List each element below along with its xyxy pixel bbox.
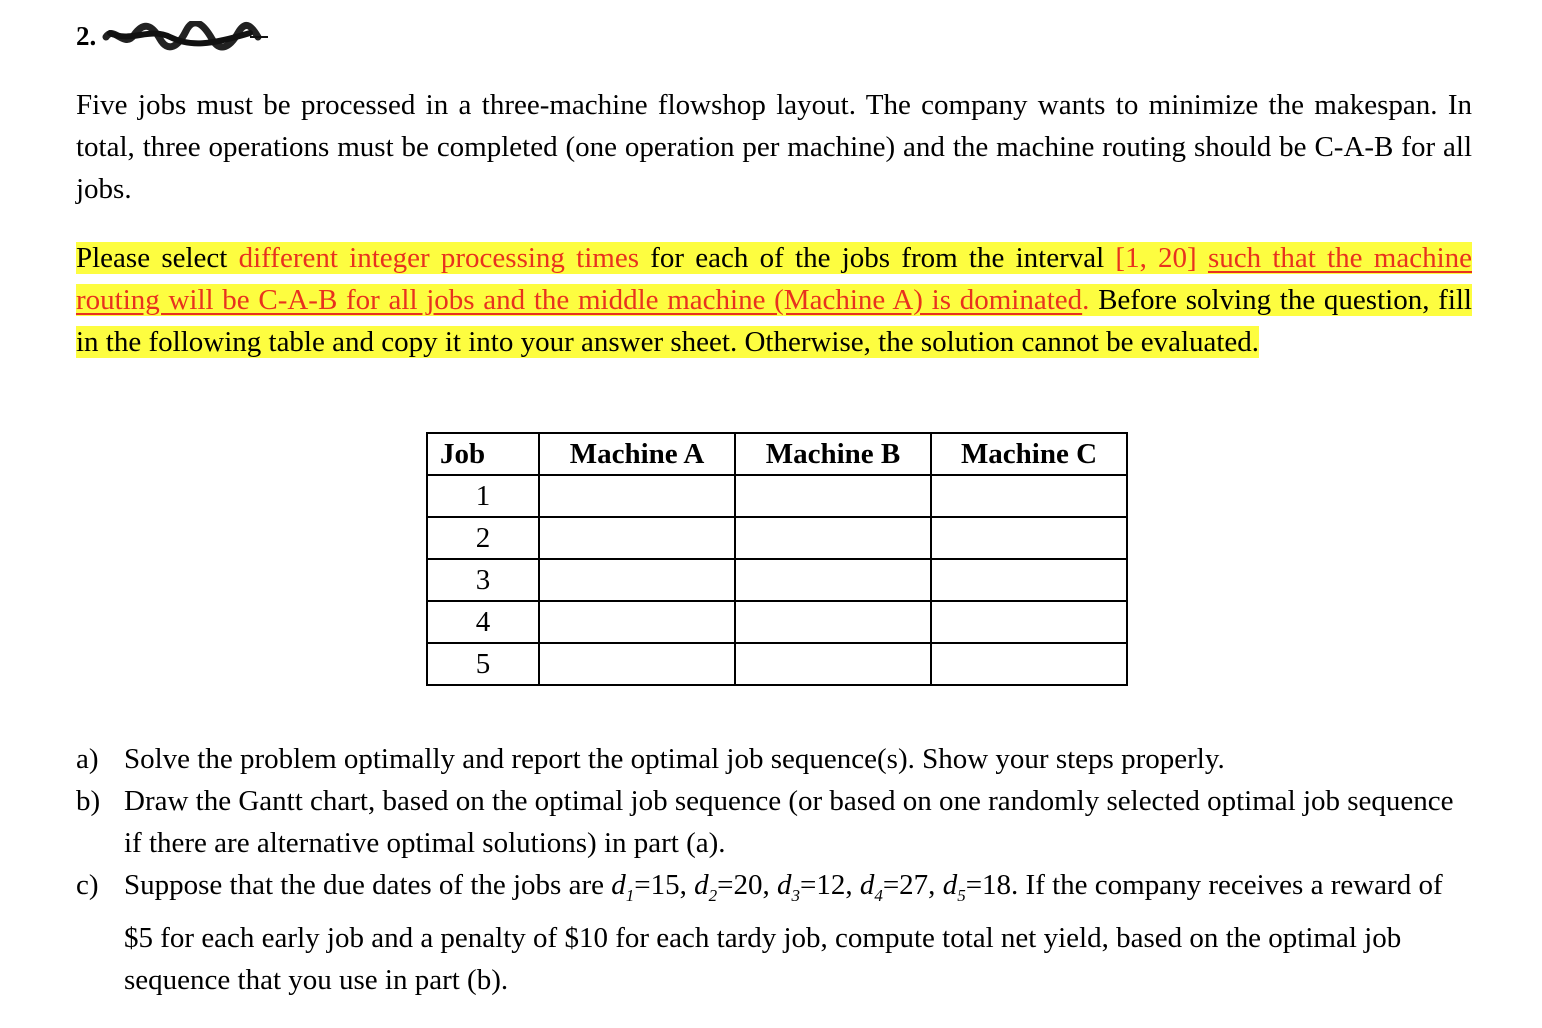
question-number (76, 20, 270, 52)
machine-c-cell[interactable] (931, 475, 1127, 517)
due-date-symbol: d (694, 869, 709, 901)
job-cell: 3 (427, 559, 539, 601)
job-cell: 5 (427, 643, 539, 685)
due-date-subscript: 3 (791, 885, 800, 905)
due-date-subscript: 4 (874, 885, 883, 905)
header-job: Job (427, 433, 539, 475)
table-row (427, 601, 1127, 643)
due-date-symbol: d (942, 869, 958, 901)
instr-text-2: for each of the jobs from the interval (639, 242, 1116, 274)
due-date-subscript: 2 (708, 885, 718, 905)
due-date-symbol: d (611, 869, 626, 901)
processing-times-table (426, 432, 1128, 686)
instr-text-1: Please select (76, 242, 239, 274)
machine-c-cell[interactable] (931, 517, 1127, 559)
part-c-rest: . If the company receives a reward of $5 for each early job and a penalty of $10 for each tardy job, compute total net yield, based on the optimal job sequence that you use in part (b). (124, 869, 1443, 996)
part-c-text (124, 864, 1476, 1001)
question-parts-list (76, 738, 1476, 1001)
due-date-value: =12, (799, 869, 860, 901)
problem-statement: Five jobs must be processed in a three-machine flowshop layout. The company wants to minimize the makespan. In total, three operations must be completed (one operation per machine) and the machine routing should be C-A-B for all jobs. (76, 89, 1472, 205)
part-c-intro: Suppose that the due dates of the jobs are (124, 869, 612, 901)
part-a-label: a) (76, 743, 99, 775)
due-date-subscript: 1 (625, 885, 635, 905)
part-c-label: c) (76, 869, 99, 901)
due-date-value: =18 (965, 869, 1012, 901)
machine-a-cell[interactable] (539, 559, 735, 601)
due-date-value: =27, (882, 869, 943, 901)
header-machine-a: Machine A (539, 433, 735, 475)
instr-interval: [1, 20] (1115, 242, 1197, 274)
instr-red-text-1: different integer processing times (238, 242, 639, 274)
part-b-label: b) (76, 785, 101, 817)
part-c (76, 864, 1476, 1001)
table-header-row (427, 433, 1127, 475)
machine-c-cell[interactable] (931, 559, 1127, 601)
job-cell: 1 (427, 475, 539, 517)
machine-c-cell[interactable] (931, 601, 1127, 643)
machine-b-cell[interactable] (735, 517, 931, 559)
machine-a-cell[interactable] (539, 643, 735, 685)
machine-a-cell[interactable] (539, 475, 735, 517)
question-number-text: 2. (76, 21, 97, 51)
part-b (76, 780, 1476, 864)
instr-text-3: Before solving the question, fill in the following table and copy it into your answer sheet. Otherwise, the solution cannot be evaluated. (76, 284, 1472, 358)
instr-space (1197, 242, 1208, 274)
header-machine-b: Machine B (735, 433, 931, 475)
job-cell: 4 (427, 601, 539, 643)
part-a (76, 738, 1476, 780)
due-date-symbol: d (776, 869, 792, 901)
due-date-value: =15, (634, 869, 695, 901)
machine-a-cell[interactable] (539, 517, 735, 559)
table-row (427, 559, 1127, 601)
scribbled-out-text-icon (100, 21, 270, 51)
machine-b-cell[interactable] (735, 559, 931, 601)
machine-b-cell[interactable] (735, 475, 931, 517)
part-b-text: Draw the Gantt chart, based on the optimal job sequence (or based on one randomly selected optimal job sequence if there are alternative optimal solutions) in part (a). (124, 785, 1454, 859)
instructions-paragraph (76, 237, 1472, 363)
table-row (427, 475, 1127, 517)
instr-red-period: . (1082, 284, 1090, 316)
header-machine-c: Machine C (931, 433, 1127, 475)
due-date-subscript: 5 (957, 885, 966, 905)
part-a-text: Solve the problem optimally and report the optimal job sequence(s). Show your steps properly. (124, 743, 1225, 775)
due-date-value: =20, (717, 869, 777, 901)
machine-b-cell[interactable] (735, 643, 931, 685)
machine-b-cell[interactable] (735, 601, 931, 643)
highlight-span (76, 242, 1472, 358)
machine-a-cell[interactable] (539, 601, 735, 643)
due-date-symbol: d (859, 869, 875, 901)
job-cell: 2 (427, 517, 539, 559)
instr-underlined-condition: such that the machine routing will be C-A-B for all jobs and the middle machine (Machine A) is dominated (76, 242, 1472, 316)
machine-c-cell[interactable] (931, 643, 1127, 685)
table-row (427, 517, 1127, 559)
table-row (427, 643, 1127, 685)
